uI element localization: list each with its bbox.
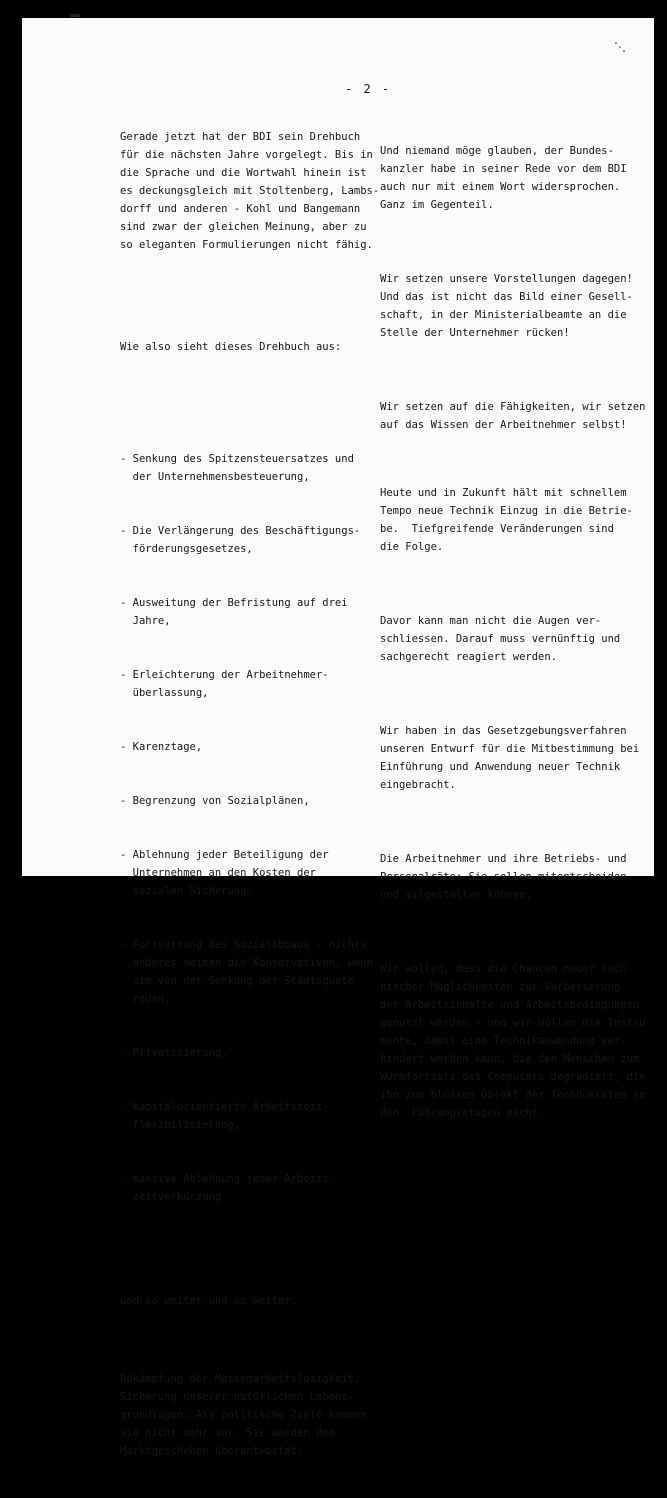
list-item: - Ablehnung jeder Beteiligung der Unternehmen an den Kosten der sozialen Sicherung, (120, 849, 329, 897)
paragraph-3: Wir setzen auf die Fähigkeiten, wir auf das Wissen der Arbeitnehmer selbst! (380, 401, 627, 431)
list-item: - Begrenzung von Sozialplänen, (120, 795, 310, 807)
list-item: - Ausweitung der Befristung auf drei Jahre, (120, 597, 348, 627)
scan-speck-mark: ⋱ (614, 40, 626, 54)
page-number: - 2 - (345, 82, 392, 96)
list-item: - Fortsetzung des Sozialabbaus - nichts anderes meinen die Konservativen, wenn sie von der Senkung der Staatsquote reden, (120, 939, 373, 1005)
paragraph-2: Wir setzen unsere Vorstellungen dagegen! Und das ist nicht das Bild einer Gesell- schaft, in der Ministerialbeamte an die Stelle der Unternehmer rücken! (380, 273, 633, 339)
list-item: - kapitalorientierte Arbeitszeit- flexibilisierung, (120, 1101, 329, 1131)
right-column (380, 106, 652, 1160)
paragraph-6: Wir haben in das Gesetzgebungsverfahren unseren Entwurf für die Mitbestimmung Einführung und Anwendung neuer Technik eingebracht. (380, 725, 627, 791)
paragraph-8: Wir wollen, dass die Chancen neuer tech- nischer Möglichkeiten zur Verbesserung der Arbeitsinhalte und Arbeitsbedingungen genutzt werden - und wir wollen die Instru- mente, damit eine Technikanwendung ver- hindert werden kann, die den Menschen zum Wurmfortsatz des Computers degradiert, die ihn zum blossen Objekt der Technokraten in den Führungsetagen macht. (380, 963, 652, 1119)
left-column (120, 92, 373, 1498)
closing-line: und so weiter und so weiter. (120, 1295, 298, 1307)
paragraph-4: Heute und in Zukunft hält mit schnellem Tempo neue Technik Einzug in die Betrie- be. Tiefgreifende Veränderungen sind die Folge. (380, 487, 633, 553)
list-item: - Erleichterung der Arbeitnehmer- überlassung, (120, 669, 329, 699)
intro-paragraph: Gerade jetzt hat der BDI sein Drehbuch für die nächsten Jahre vorgelegt. Bis die Sprache und die Wortwahl hinein ist es deckungsgleich mit Stoltenberg, dorff und anderen - Kohl und Bangemann sind zwar der gleichen Meinung, aber so eleganten Formulierungen nicht fähig. (120, 131, 373, 251)
question-line: Wie also sieht dieses Drehbuch aus: (120, 341, 342, 353)
scan-corner-mark (70, 14, 80, 17)
paragraph-1: Und niemand möge glauben, der Bundes- kanzler habe in seiner Rede vor dem BDI auch nur mit einem Wort widersprochen. Ganz im Gegenteil. (380, 145, 627, 211)
list-item: - Die Verlängerung des Beschäftigungs- förderungsgesetzes, (120, 525, 361, 555)
list-item: - Senkung des Spitzensteuersatzes und der Unternehmensbesteuerung, (120, 453, 354, 483)
final-paragraph: Bekämpfung der Massenarbeitslosigkeit, Sicherung unserer natürlichen Lebens- grundlagen: Als politische Ziele kommen sie nicht mehr vor. Sie werden dem Marktgeschehen überantwortet. (120, 1373, 367, 1457)
list-item: - Karenztage, (120, 741, 203, 753)
demands-list (120, 414, 373, 1242)
paragraph-7: Die Arbeitnehmer und ihre Betriebs- und Personalräte: Sie sollen mitentscheiden und mitgestalten können. (380, 853, 627, 901)
list-item: - massive Ablehnung jeder Arbeits- zeitverkürzung (120, 1173, 335, 1203)
list-item: - Privatisierung, (120, 1047, 228, 1059)
paragraph-5: Davor kann man nicht die Augen ver- schliessen. Darauf muss vernünftig und sachgerecht reagiert werden. (380, 615, 621, 663)
